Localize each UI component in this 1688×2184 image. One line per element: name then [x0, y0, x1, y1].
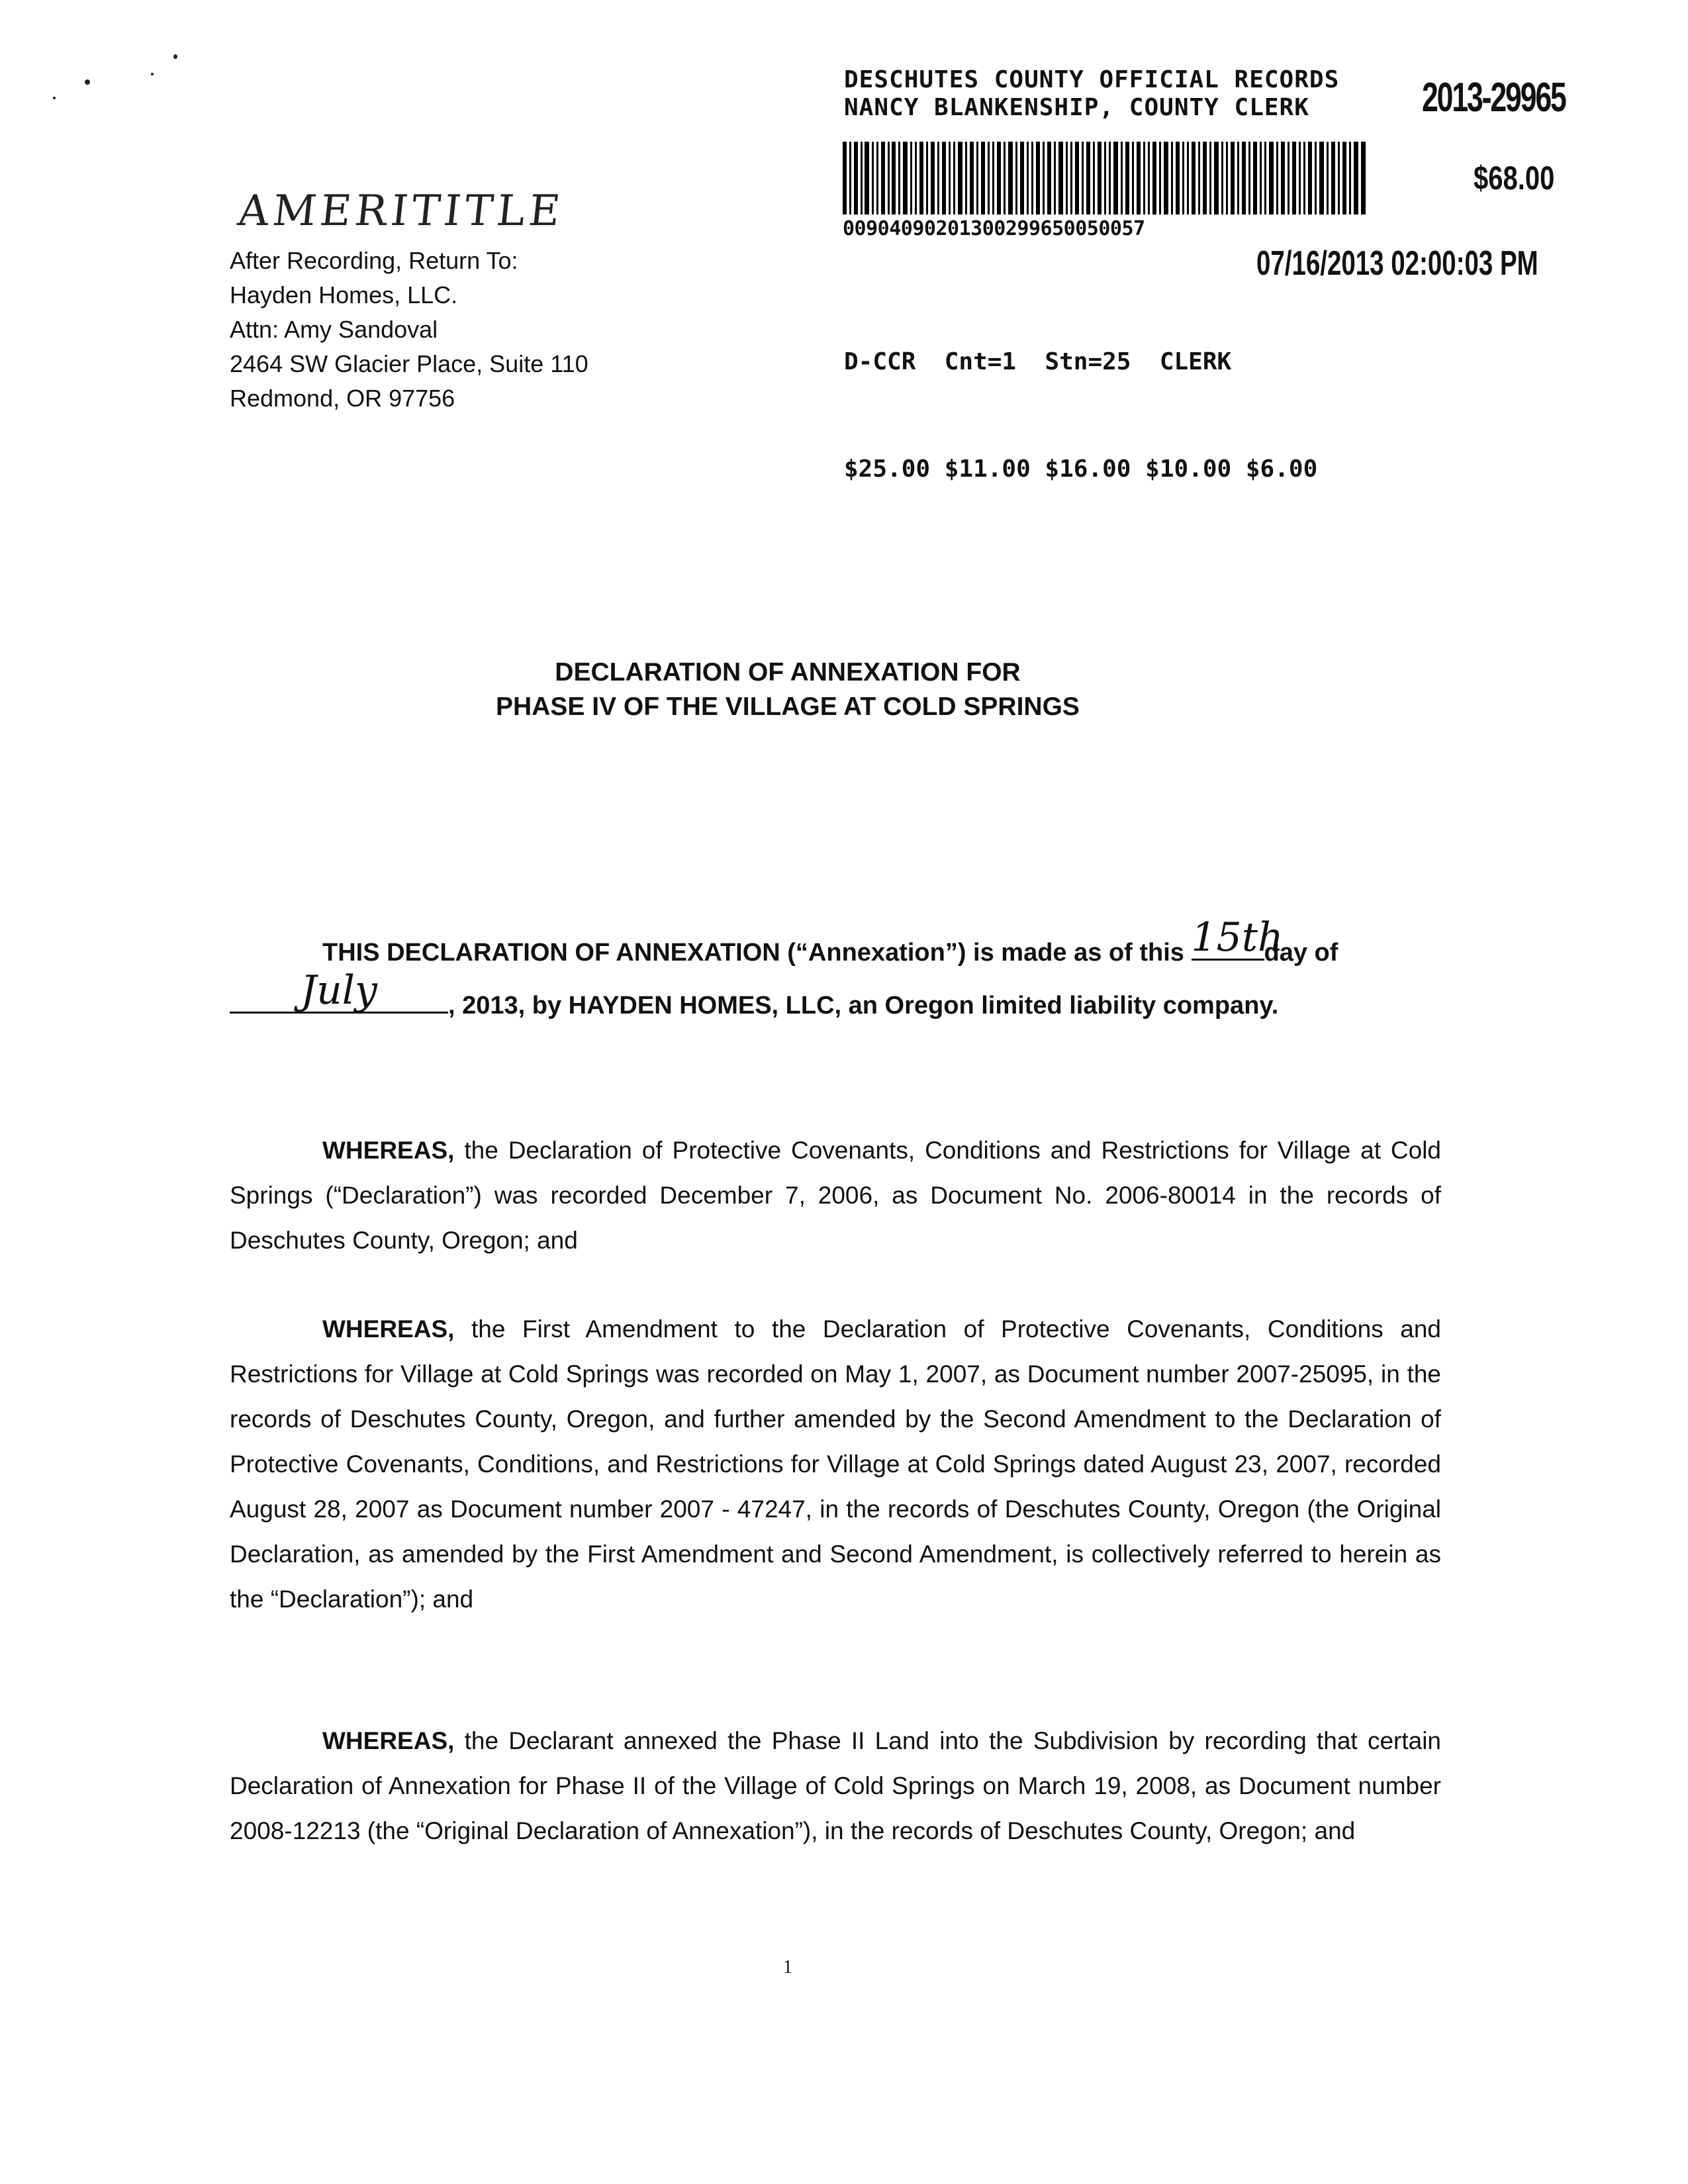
return-attention: Attn: Amy Sandoval [230, 316, 438, 343]
scan-speck [173, 54, 177, 59]
recording-total-fee: $68.00 [1474, 160, 1555, 197]
opening-text-b: day of [1264, 939, 1338, 967]
scan-speck [151, 73, 154, 75]
scan-speck [85, 79, 90, 85]
recorder-codes [844, 273, 1317, 559]
recorder-fees-line: $25.00 $11.00 $16.00 $10.00 $6.00 [844, 455, 1318, 483]
recital-keyword: WHEREAS, [322, 1727, 455, 1754]
return-company: Hayden Homes, LLC. [230, 281, 458, 309]
recital-paragraph [230, 1128, 1441, 1263]
recording-barcode [843, 142, 1366, 214]
barcode-number: 00904090201300299650050057 [843, 217, 1145, 240]
handwritten-day: 15th [1191, 914, 1284, 961]
recorded-datetime: 07/16/2013 02:00:03 PM [1256, 244, 1538, 283]
scan-speck [53, 97, 56, 99]
opening-text-c: , 2013, by HAYDEN HOMES, LLC, an Oregon limited liability company. [448, 992, 1279, 1020]
recital-text: the First Amendment to the Declaration of Protective Covenants, Conditions and Restrictions for Village at Cold Springs was recorded on May 1, 2007, as Document number 2007-25095, in the records of Deschutes County, Oregon, and further amended by the Second Amendment to the Declaration of Protective Covenants, Conditions, and Restrictions for Village at Cold Springs dated August 23, 2007, recorded August 28, 2007 as Document number 2007 - 47247, in the records of Deschutes County, Oregon (the Original Declaration, as amended by the First Amendment and Second Amendment, is collectively referred to herein as the “Declaration”); and [230, 1315, 1441, 1613]
recital-text: the Declaration of Protective Covenants, Conditions and Restrictions for Village at Cold Springs (“Declaration”) was recorded December 7, 2006, as Document No. 2006-80014 in the records of Deschutes County, Oregon; and [230, 1137, 1442, 1254]
day-fill-line [1191, 914, 1284, 961]
recital-paragraph [230, 1719, 1441, 1854]
month-fill-line [230, 967, 448, 1014]
document-title [0, 655, 1575, 724]
recital-text: the Declarant annexed the Phase II Land into the Subdivision by recording that certain Declaration of Annexation for Phase II of the Village of Cold Springs on March 19, 2008, as Document number 2008-12213 (the “Original Declaration of Annexation”), in the records of Deschutes County, Oregon; and [230, 1727, 1441, 1844]
recital-keyword: WHEREAS, [322, 1137, 455, 1164]
return-street: 2464 SW Glacier Place, Suite 110 [230, 350, 588, 377]
recording-document-number: 2013-29965 [1422, 75, 1566, 120]
recital-paragraph [230, 1307, 1441, 1622]
return-address-block [230, 244, 588, 416]
return-city: Redmond, OR 97756 [230, 385, 455, 412]
opening-text-a: THIS DECLARATION OF ANNEXATION (“Annexation”) is made as of this [322, 939, 1184, 967]
recorder-office-line: DESCHUTES COUNTY OFFICIAL RECORDS [844, 66, 1340, 93]
page-number: 1 [783, 1957, 792, 1977]
recorder-clerk-line: NANCY BLANKENSHIP, COUNTY CLERK [844, 94, 1309, 121]
handwritten-month: July [301, 967, 377, 1014]
recorder-codes-line: D-CCR Cnt=1 Stn=25 CLERK [844, 348, 1232, 375]
handwritten-title-company: AMERITITLE [236, 187, 567, 236]
recital-keyword: WHEREAS, [322, 1315, 455, 1343]
document-title-line-2: PHASE IV OF THE VILLAGE AT COLD SPRINGS [496, 692, 1080, 721]
recorder-stamp-header [844, 66, 1339, 122]
opening-clause [230, 914, 1441, 1029]
document-title-line-1: DECLARATION OF ANNEXATION FOR [555, 658, 1021, 687]
return-heading: After Recording, Return To: [230, 247, 518, 274]
